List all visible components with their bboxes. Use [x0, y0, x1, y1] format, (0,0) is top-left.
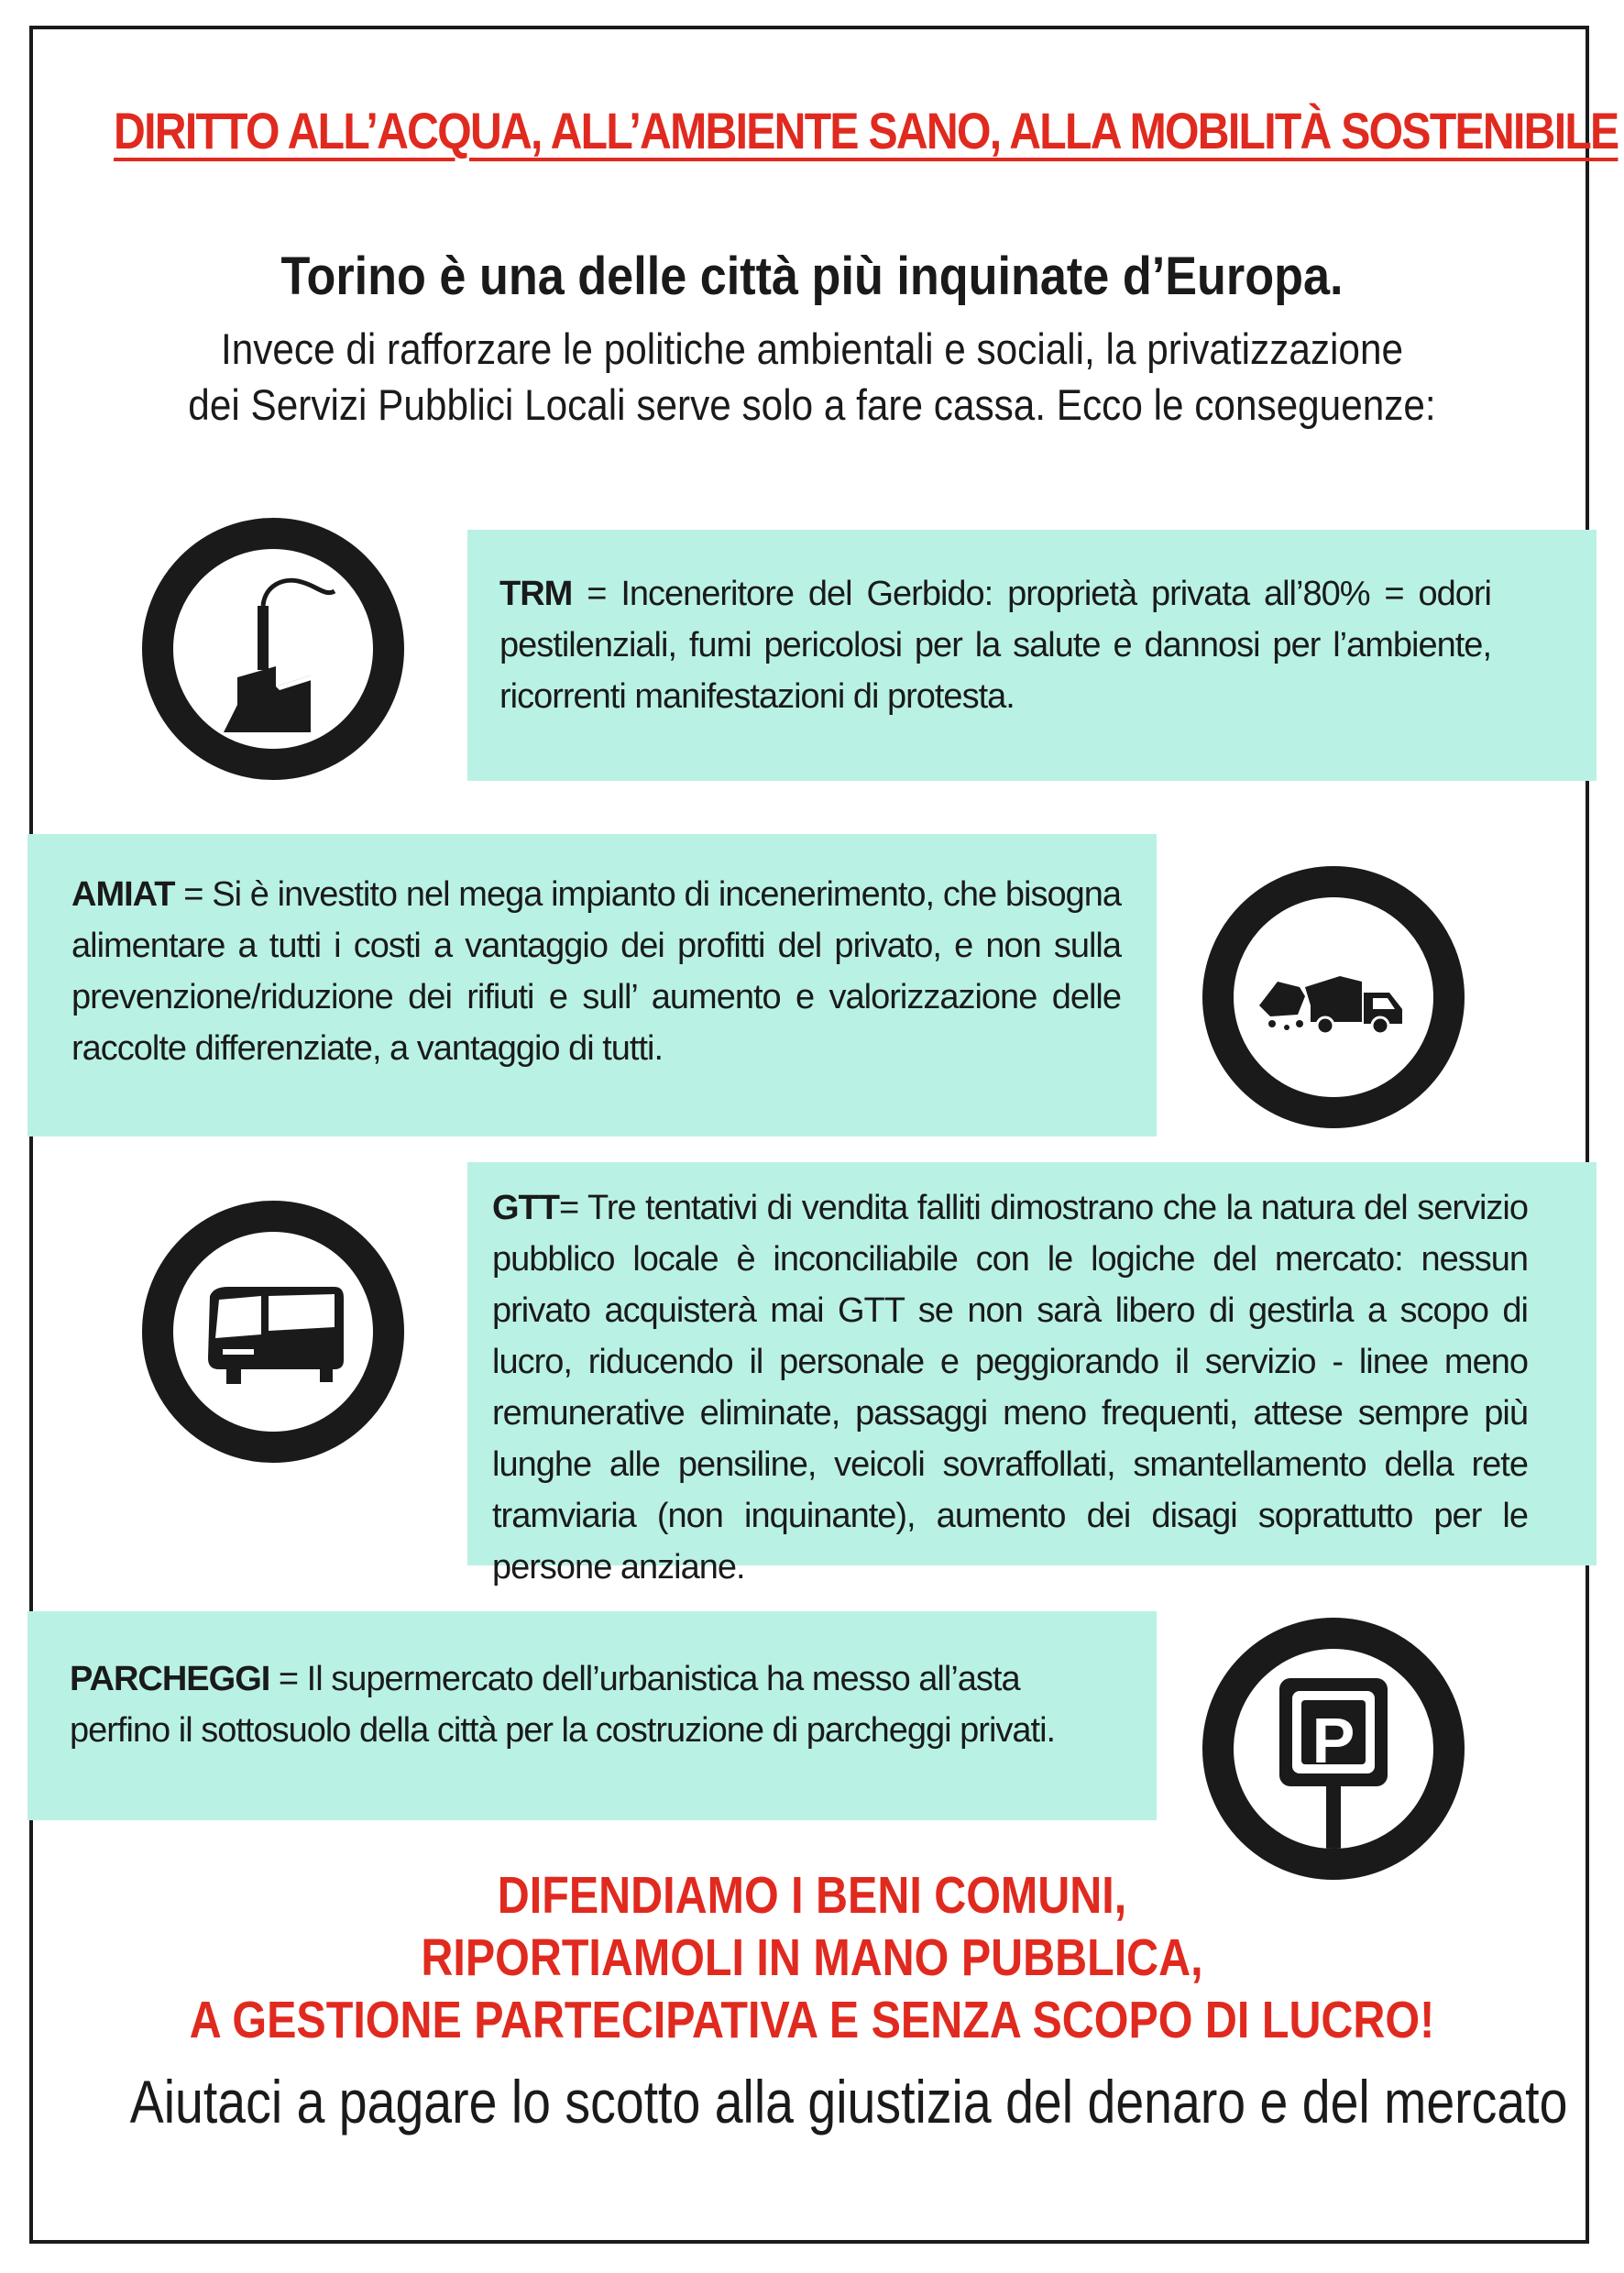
trm-text	[499, 568, 1491, 722]
bus-icon	[142, 1201, 404, 1463]
parcheggi-separator: =	[269, 1660, 307, 1698]
garbage-truck-icon	[1202, 866, 1465, 1128]
gtt-label: GTT	[492, 1189, 559, 1227]
trm-body: Inceneritore del Gerbido: proprietà privata all’80% = odori pestilenziali, fumi pericolosi per la salute e dannosi per l’ambiente, ricorrenti manifestazioni di protesta.	[499, 575, 1491, 716]
factory-icon	[142, 518, 404, 780]
gtt-text	[492, 1182, 1528, 1593]
closing-line: Aiutaci a pagare lo scotto alla giustizia del denaro e del mercato	[129, 2068, 1568, 2136]
gtt-body: Tre tentativi di vendita falliti dimostrano che la natura del servizio pubblico locale è inconciliabile con le logiche del mercato: nessun privato acquisterà mai GTT se non sarà libero di gestirla a scopo di lucro, riducendo il personale e peggiorando il servizio - linee meno remunerative eliminate, passaggi meno frequenti, attese sempre più lunghe alle pensiline, veicoli sovraffollati, smantellamento della rete tramviaria (non inquinante), aumento dei disagi soprattutto per le persone anziane.	[492, 1189, 1529, 1587]
amiat-label: AMIAT	[71, 875, 175, 914]
call-to-action: DIFENDIAMO I BENI COMUNI, RIPORTIAMOLI IN MANO PUBBLICA, A GESTIONE PARTECIPATIVA E SENZA SCOPO DI LUCRO!	[189, 1866, 1435, 2049]
amiat-body: Si è investito nel mega impianto di incenerimento, che bisogna alimentare a tutti i costi a vantaggio dei profitti del privato, e non sulla prevenzione/riduzione dei rifiuti e sull’ aumento e valorizzazione delle raccolte differenziate, a vantaggio di tutti.	[71, 875, 1121, 1068]
parcheggi-text	[70, 1653, 1092, 1756]
intro-title: Torino è una delle città più inquinate d’Europa.	[280, 247, 1344, 306]
intro-body: Invece di rafforzare le politiche ambientali e sociali, la privatizzazione dei Servizi Pubblici Locali serve solo a fare cassa. Ecco le conseguenze:	[188, 324, 1436, 430]
gtt-separator: =	[558, 1189, 588, 1227]
trm-label: TRM	[499, 575, 573, 613]
parcheggi-label: PARCHEGGI	[70, 1660, 270, 1698]
amiat-separator: =	[174, 875, 213, 914]
amiat-text	[71, 869, 1121, 1074]
parking-sign-letter: P	[1311, 1705, 1355, 1776]
page-headline: DIRITTO ALL’ACQUA, ALL’AMBIENTE SANO, ALLA MOBILITÀ SOSTENIBILE	[114, 102, 1619, 159]
parking-sign-icon	[1202, 1618, 1465, 1880]
parcheggi-body: Il supermercato dell’urbanistica ha messo all’asta perfino il sottosuolo della città per la costruzione di parcheggi privati.	[70, 1660, 1056, 1750]
trm-separator: =	[572, 575, 621, 613]
